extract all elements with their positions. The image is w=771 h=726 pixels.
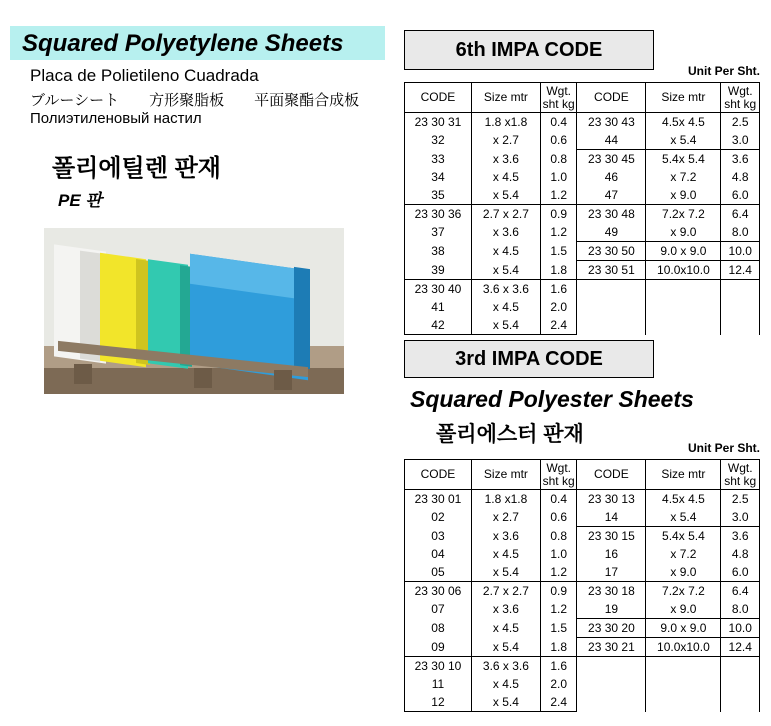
section-heading-3rd: 3rd IMPA CODE	[404, 340, 654, 378]
table-row	[405, 186, 760, 205]
cell-code-right: 47	[577, 186, 646, 205]
cell-size-left: 1.8 x1.8	[471, 113, 540, 132]
cell-code-right	[577, 298, 646, 316]
polyester-title: Squared Polyester Sheets	[410, 386, 694, 412]
cell-code-left: 35	[405, 186, 472, 205]
cell-code-left: 38	[405, 242, 472, 261]
cell-weight-right: 6.0	[721, 563, 760, 582]
th-weight-right: Wgt. sht kg	[721, 460, 760, 490]
cell-weight-left: 2.0	[540, 298, 577, 316]
cell-size-right	[646, 693, 721, 712]
cell-weight-left: 0.4	[540, 113, 577, 132]
th-code-right: CODE	[577, 460, 646, 490]
cell-weight-right: 2.5	[721, 490, 760, 509]
cell-code-right	[577, 280, 646, 299]
cell-code-left: 23 30 40	[405, 280, 472, 299]
table-row	[405, 545, 760, 563]
cell-code-left: 33	[405, 150, 472, 169]
cell-size-left: x 5.4	[471, 261, 540, 280]
table-row	[405, 582, 760, 601]
cell-weight-left: 0.9	[540, 205, 577, 224]
unit-note-top: Unit Per Sht.	[687, 64, 760, 78]
cell-code-right: 23 30 50	[577, 242, 646, 261]
cell-size-right: x 9.0	[646, 563, 721, 582]
cell-weight-right: 8.0	[721, 600, 760, 619]
cell-code-right: 23 30 48	[577, 205, 646, 224]
cell-size-left: x 5.4	[471, 186, 540, 205]
cell-size-right	[646, 280, 721, 299]
cell-size-left: x 2.7	[471, 508, 540, 527]
pallet-leg-1	[74, 364, 92, 384]
cell-code-right: 23 30 51	[577, 261, 646, 280]
cell-size-left: 3.6 x 3.6	[471, 280, 540, 299]
cell-weight-left: 2.4	[540, 316, 577, 335]
cell-weight-right: 12.4	[721, 261, 760, 280]
cell-size-right: x 5.4	[646, 131, 721, 150]
table-row	[405, 675, 760, 693]
cell-weight-left: 0.8	[540, 527, 577, 546]
table-row	[405, 657, 760, 676]
cell-weight-left: 1.5	[540, 242, 577, 261]
cell-size-right: 10.0x10.0	[646, 261, 721, 280]
th-code-right: CODE	[577, 83, 646, 113]
korean-title: 폴리에틸렌 판재	[52, 155, 221, 182]
cell-code-right	[577, 693, 646, 712]
cell-weight-left: 1.2	[540, 186, 577, 205]
table-row	[405, 113, 760, 132]
table-row	[405, 563, 760, 582]
th-weight-left: Wgt. sht kg	[540, 83, 577, 113]
table-row	[405, 261, 760, 280]
cell-size-right: 9.0 x 9.0	[646, 619, 721, 638]
cell-weight-right	[721, 316, 760, 335]
cell-code-right: 44	[577, 131, 646, 150]
cell-code-left: 12	[405, 693, 472, 712]
th-size-right: Size mtr	[646, 83, 721, 113]
cell-size-right: 9.0 x 9.0	[646, 242, 721, 261]
cell-code-left: 34	[405, 168, 472, 186]
cell-weight-right: 2.5	[721, 113, 760, 132]
cell-weight-left: 1.0	[540, 545, 577, 563]
cell-size-right: 7.2x 7.2	[646, 205, 721, 224]
cell-size-right: 5.4x 5.4	[646, 150, 721, 169]
cell-size-left: x 5.4	[471, 638, 540, 657]
impa-6th-table	[404, 82, 760, 335]
cell-code-right: 23 30 15	[577, 527, 646, 546]
table-header-row	[405, 83, 760, 113]
table-row	[405, 508, 760, 527]
cell-size-left: x 3.6	[471, 527, 540, 546]
cell-code-left: 23 30 01	[405, 490, 472, 509]
cell-code-left: 23 30 36	[405, 205, 472, 224]
cell-size-left: x 4.5	[471, 619, 540, 638]
cell-weight-left: 0.9	[540, 582, 577, 601]
cell-weight-left: 0.4	[540, 490, 577, 509]
cell-code-left: 07	[405, 600, 472, 619]
impa-6th-body	[405, 113, 760, 335]
page-title: Squared Polyetylene Sheets	[22, 30, 344, 57]
cell-code-left: 37	[405, 223, 472, 242]
table-row	[405, 205, 760, 224]
cell-weight-right: 6.4	[721, 582, 760, 601]
cell-code-right: 23 30 43	[577, 113, 646, 132]
cell-size-right: x 7.2	[646, 168, 721, 186]
cell-weight-left: 1.5	[540, 619, 577, 638]
cell-weight-right: 3.0	[721, 131, 760, 150]
cell-size-left: x 3.6	[471, 600, 540, 619]
cell-size-right	[646, 675, 721, 693]
cell-size-right: x 9.0	[646, 186, 721, 205]
cell-code-left: 11	[405, 675, 472, 693]
table-row	[405, 298, 760, 316]
cell-weight-left: 1.2	[540, 600, 577, 619]
cell-size-left: x 4.5	[471, 298, 540, 316]
cell-code-right: 46	[577, 168, 646, 186]
korean-subtitle: PE 판	[58, 191, 102, 210]
section-heading-6th: 6th IMPA CODE	[404, 30, 654, 70]
cell-weight-right: 4.8	[721, 168, 760, 186]
polyester-korean-title: 폴리에스터 판재	[436, 423, 584, 446]
cell-size-left: x 3.6	[471, 150, 540, 169]
cell-size-left: x 5.4	[471, 316, 540, 335]
cell-size-right: 7.2x 7.2	[646, 582, 721, 601]
impa-3rd-body	[405, 490, 760, 712]
cell-size-left: 2.7 x 2.7	[471, 205, 540, 224]
cell-weight-right: 10.0	[721, 619, 760, 638]
cell-code-left: 23 30 10	[405, 657, 472, 676]
product-photo	[44, 228, 344, 394]
cell-weight-left: 0.8	[540, 150, 577, 169]
table-row	[405, 619, 760, 638]
cell-weight-left: 1.8	[540, 638, 577, 657]
cell-size-left: x 4.5	[471, 242, 540, 261]
cell-weight-left: 1.2	[540, 563, 577, 582]
cell-size-left: 3.6 x 3.6	[471, 657, 540, 676]
table-row	[405, 693, 760, 712]
cell-size-left: 2.7 x 2.7	[471, 582, 540, 601]
cell-code-right: 23 30 20	[577, 619, 646, 638]
cell-code-right: 17	[577, 563, 646, 582]
cell-size-right: x 9.0	[646, 223, 721, 242]
th-size-right: Size mtr	[646, 460, 721, 490]
table-row	[405, 600, 760, 619]
cell-size-right: 4.5x 4.5	[646, 490, 721, 509]
cell-code-right	[577, 316, 646, 335]
th-size-left: Size mtr	[471, 460, 540, 490]
cell-size-right: x 7.2	[646, 545, 721, 563]
table-row	[405, 223, 760, 242]
cell-size-right	[646, 316, 721, 335]
cell-weight-right: 8.0	[721, 223, 760, 242]
table-row	[405, 168, 760, 186]
cell-code-right: 23 30 13	[577, 490, 646, 509]
cell-weight-left: 0.6	[540, 131, 577, 150]
cell-weight-left: 1.6	[540, 280, 577, 299]
subtitle-russian: Полиэтиленовый настил	[30, 110, 202, 127]
cell-size-right	[646, 657, 721, 676]
table-row	[405, 150, 760, 169]
cell-code-left: 09	[405, 638, 472, 657]
cell-size-right: x 5.4	[646, 508, 721, 527]
cell-size-right: 4.5x 4.5	[646, 113, 721, 132]
cell-size-left: x 4.5	[471, 168, 540, 186]
cell-weight-right	[721, 280, 760, 299]
cell-code-right	[577, 675, 646, 693]
table-row	[405, 638, 760, 657]
cell-size-left: x 2.7	[471, 131, 540, 150]
table-row	[405, 131, 760, 150]
table-row	[405, 316, 760, 335]
pallet-leg-2	[194, 368, 212, 388]
cell-weight-left: 1.8	[540, 261, 577, 280]
table-header-row	[405, 460, 760, 490]
cell-weight-right	[721, 298, 760, 316]
th-size-left: Size mtr	[471, 83, 540, 113]
cell-code-right: 16	[577, 545, 646, 563]
cell-weight-right: 3.0	[721, 508, 760, 527]
th-code-left: CODE	[405, 460, 472, 490]
cell-code-right: 49	[577, 223, 646, 242]
cell-weight-right	[721, 693, 760, 712]
cell-code-right: 23 30 21	[577, 638, 646, 657]
sheet-blue-edge	[294, 267, 310, 369]
cell-size-left: 1.8 x1.8	[471, 490, 540, 509]
cell-weight-right: 3.6	[721, 527, 760, 546]
cell-code-left: 03	[405, 527, 472, 546]
table-row	[405, 242, 760, 261]
cell-weight-left: 1.2	[540, 223, 577, 242]
cell-size-right	[646, 298, 721, 316]
cell-weight-right: 6.4	[721, 205, 760, 224]
cell-weight-left: 0.6	[540, 508, 577, 527]
table-row	[405, 280, 760, 299]
table-row	[405, 490, 760, 509]
cell-size-left: x 4.5	[471, 675, 540, 693]
cell-weight-right: 12.4	[721, 638, 760, 657]
cell-code-left: 08	[405, 619, 472, 638]
cell-code-left: 32	[405, 131, 472, 150]
cell-weight-right: 4.8	[721, 545, 760, 563]
cell-size-right: 5.4x 5.4	[646, 527, 721, 546]
cell-weight-right: 6.0	[721, 186, 760, 205]
th-code-left: CODE	[405, 83, 472, 113]
cell-code-left: 41	[405, 298, 472, 316]
cell-size-left: x 3.6	[471, 223, 540, 242]
impa-3rd-table	[404, 459, 760, 712]
th-weight-left: Wgt. sht kg	[540, 460, 577, 490]
cell-size-left: x 4.5	[471, 545, 540, 563]
cell-code-left: 42	[405, 316, 472, 335]
cell-code-left: 05	[405, 563, 472, 582]
subtitle-spanish: Placa de Polietileno Cuadrada	[30, 66, 259, 85]
unit-note-bottom: Unit Per Sht.	[687, 441, 760, 455]
cell-code-right: 19	[577, 600, 646, 619]
cell-code-left: 02	[405, 508, 472, 527]
cell-code-right: 23 30 45	[577, 150, 646, 169]
cell-weight-left: 1.6	[540, 657, 577, 676]
cell-code-left: 04	[405, 545, 472, 563]
cell-weight-right: 10.0	[721, 242, 760, 261]
cell-weight-left: 1.0	[540, 168, 577, 186]
cell-size-right: x 9.0	[646, 600, 721, 619]
cell-weight-left: 2.4	[540, 693, 577, 712]
product-title-band	[10, 26, 385, 60]
cell-code-left: 39	[405, 261, 472, 280]
cell-code-right: 23 30 18	[577, 582, 646, 601]
cell-size-right: 10.0x10.0	[646, 638, 721, 657]
cell-weight-right	[721, 675, 760, 693]
cell-weight-right	[721, 657, 760, 676]
cell-weight-right: 3.6	[721, 150, 760, 169]
cell-code-left: 23 30 31	[405, 113, 472, 132]
cell-code-right	[577, 657, 646, 676]
cell-size-left: x 5.4	[471, 693, 540, 712]
cell-size-left: x 5.4	[471, 563, 540, 582]
cell-weight-left: 2.0	[540, 675, 577, 693]
cell-code-left: 23 30 06	[405, 582, 472, 601]
cell-code-right: 14	[577, 508, 646, 527]
th-weight-right: Wgt. sht kg	[721, 83, 760, 113]
pallet-leg-3	[274, 370, 292, 390]
subtitle-cjk: ブルーシート 方形聚脂板 平面聚酯合成板	[30, 92, 360, 109]
table-row	[405, 527, 760, 546]
